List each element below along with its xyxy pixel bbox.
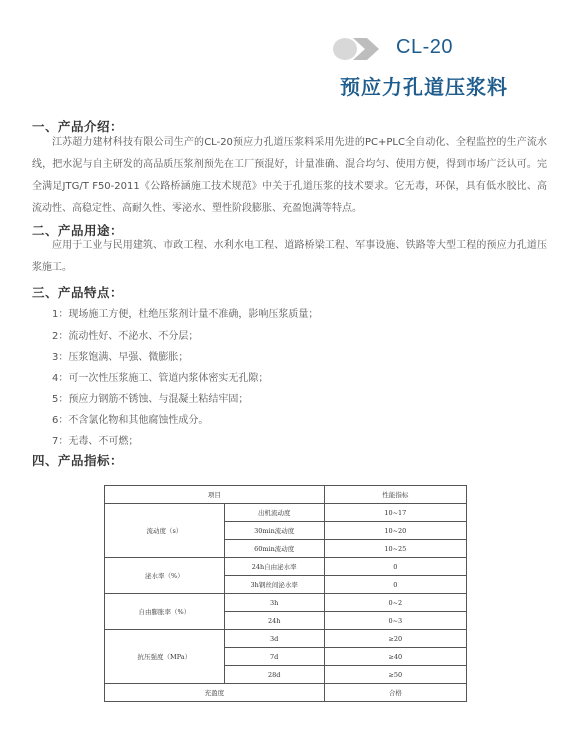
sub-item-cell: 24h自由泌水率 (224, 558, 324, 576)
feature-item: 6：不含氯化物和其他腐蚀性成分。 (52, 415, 209, 426)
feature-item: 1：现场施工方便，杜绝压浆剂计量不准确，影响压浆质量； (52, 309, 319, 320)
usage-heading: 二、产品用途： (32, 223, 124, 238)
bleed-label: 泌水率（%） (105, 558, 225, 594)
specs-heading: 四、产品指标： (32, 453, 124, 468)
feature-item: 5：预应力钢筋不锈蚀、与混凝土粘结牢固； (52, 394, 249, 405)
sub-item-cell: 7d (224, 648, 324, 666)
sub-item-cell: 24h (224, 612, 324, 630)
header-item-cell: 项目 (105, 486, 325, 504)
value-cell: 合格 (324, 684, 466, 702)
feature-item: 4：可一次性压浆施工、管道内浆体密实无孔隙； (52, 373, 269, 384)
feature-item: 2：流动性好、不泌水、不分层； (52, 331, 199, 342)
table-row (105, 594, 467, 612)
value-cell: 0 (324, 576, 466, 594)
value-cell: ≥50 (324, 666, 466, 684)
sub-item-cell: 30min流动度 (224, 522, 324, 540)
table-row (105, 558, 467, 576)
sub-item-cell: 3d (224, 630, 324, 648)
flow-label: 流动度（s） (105, 504, 225, 558)
table-row (105, 504, 467, 522)
value-cell: 10~20 (324, 522, 466, 540)
sub-item-cell: 3h (224, 594, 324, 612)
value-cell: 0 (324, 558, 466, 576)
value-cell: 10~25 (324, 540, 466, 558)
value-cell: 0~3 (324, 612, 466, 630)
value-cell: ≥20 (324, 630, 466, 648)
usage-paragraph: 应用于工业与民用建筑、市政工程、水利水电工程、道路桥梁工程、军事设施、铁路等大型工程的预应力孔道压浆施工。 (32, 240, 547, 273)
feature-item: 7：无毒、不可燃； (52, 436, 139, 447)
value-cell: 10~17 (324, 504, 466, 522)
value-cell: ≥40 (324, 648, 466, 666)
intro-paragraph: 江苏超力建材科技有限公司生产的CL-20预应力孔道压浆料采用先进的PC+PLC全自动化、全程监控的生产流水线，把水泥与自主研发的高品质压浆剂预先在工厂预混好，计量准确、混合均匀、使用方便，得到市场广泛认可。完全满足JTG/T F50-2011《公路桥涵施工技术规范》中关于孔道压浆的技术要求。它无毒，环保，具有低水胶比、高流动性、高稳定性、高耐久性、零泌水、塑性阶段膨胀、充盈饱满等特点。 (32, 137, 547, 214)
page-title: 预应力孔道压浆料 (340, 75, 508, 99)
feature-item: 3：压浆饱满、早强、微膨胀； (52, 352, 189, 363)
specs-table (104, 485, 467, 702)
header-value-cell: 性能指标 (324, 486, 466, 504)
fullness-label: 充盈度 (105, 684, 325, 702)
header-chevron-decoration (333, 38, 383, 60)
sub-item-cell: 60min流动度 (224, 540, 324, 558)
sub-item-cell: 出机流动度 (224, 504, 324, 522)
table-row (105, 684, 467, 702)
value-cell: 0~2 (324, 594, 466, 612)
features-heading: 三、产品特点： (32, 285, 124, 300)
expand-label: 自由膨胀率（%） (105, 594, 225, 630)
sub-item-cell: 28d (224, 666, 324, 684)
sub-item-cell: 3h钢丝间泌水率 (224, 576, 324, 594)
intro-heading: 一、产品介绍： (32, 119, 124, 134)
table-row (105, 630, 467, 648)
table-header-row (105, 486, 467, 504)
strength-label: 抗压强度（MPa） (105, 630, 225, 684)
product-code: CL-20 (396, 36, 453, 58)
